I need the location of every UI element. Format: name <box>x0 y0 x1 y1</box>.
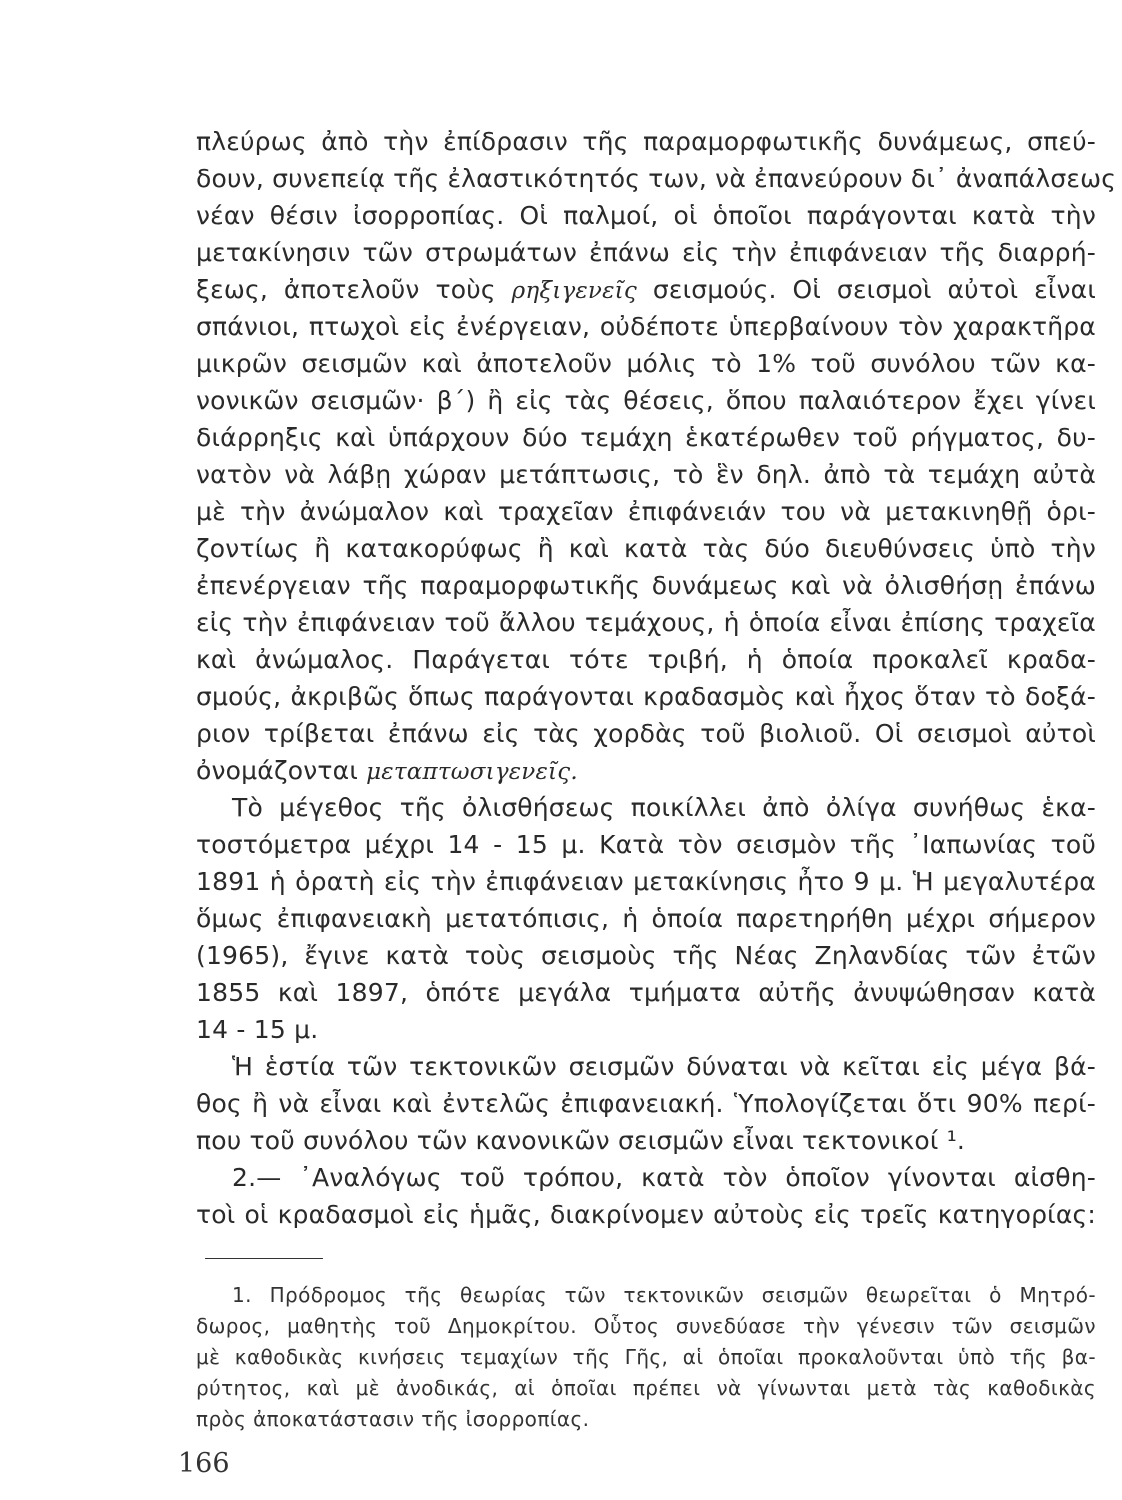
page-number: 166 <box>178 1448 230 1479</box>
text-line: τοὶ οἱ κραδασμοὶ εἰς ἡμᾶς, διακρίνομεν αὐτοὺς εἰς τρεῖς κατηγορίας: <box>196 1200 1096 1229</box>
text-line: 14 - 15 μ. <box>196 1015 319 1044</box>
text-line: σμούς, ἀκριβῶς ὅπως παράγονται κραδασμὸς καὶ ἦχος ὅταν τὸ δοξά- <box>196 682 1096 711</box>
emphasized-term: μεταπτωσιγενεῖς. <box>366 759 578 785</box>
text-line: ριον τρίβεται ἐπάνω εἰς τὰς χορδὰς τοῦ βιολιοῦ. Οἱ σεισμοὶ αὐτοὶ <box>196 719 1096 748</box>
text-line <box>196 753 1096 790</box>
text-line: τοστόμετρα μέχρι 14 - 15 μ. Κατὰ τὸν σεισμὸν τῆς ᾿Ιαπωνίας τοῦ <box>196 830 1096 859</box>
text-span: σεισμούς. Οἱ σεισμοὶ αὐτοὶ εἶναι <box>652 275 1096 304</box>
footnote-line: δωρος, μαθητὴς τοῦ Δημοκρίτου. Οὗτος συνεδύασε τὴν γένεσιν τῶν σεισμῶν <box>196 1314 1096 1338</box>
text-line: ἐπενέργειαν τῆς παραμορφωτικῆς δυνάμεως καὶ νὰ ὀλισθήσῃ ἐπάνω <box>196 571 1096 600</box>
text-line: μικρῶν σεισμῶν καὶ ἀποτελοῦν μόλις τὸ 1% τοῦ συνόλου τῶν κα- <box>196 349 1096 378</box>
paragraph-first-line: Ἡ ἑστία τῶν τεκτονικῶν σεισμῶν δύναται νὰ κεῖται εἰς μέγα βά- <box>232 1052 1096 1081</box>
text-line: διάρρηξις καὶ ὑπάρχουν δύο τεμάχη ἑκατέρωθεν τοῦ ρήγματος, δυ- <box>196 423 1096 452</box>
text-line: σπάνιοι, πτωχοὶ εἰς ἐνέργειαν, οὐδέποτε ὑπερβαίνουν τὸν χαρακτῆρα <box>196 312 1096 341</box>
footnote-line: 1. Πρόδρομος τῆς θεωρίας τῶν τεκτονικῶν σεισμῶν θεωρεῖται ὁ Μητρό- <box>232 1283 1096 1307</box>
text-line: νέαν θέσιν ἰσορροπίας. Οἱ παλμοί, οἱ ὁποῖοι παράγονται κατὰ τὴν <box>196 201 1096 230</box>
text-line: (1965), ἔγινε κατὰ τοὺς σεισμοὺς τῆς Νέας Ζηλανδίας τῶν ἐτῶν <box>196 941 1096 970</box>
text-line: 1855 καὶ 1897, ὁπότε μεγάλα τμήματα αὐτῆς ἀνυψώθησαν κατὰ <box>196 978 1096 1007</box>
text-line: μετακίνησιν τῶν στρωμάτων ἐπάνω εἰς τὴν ἐπιφάνειαν τῆς διαρρή- <box>196 238 1096 267</box>
footnote-line: μὲ καθοδικὰς κινήσεις τεμαχίων τῆς Γῆς, αἱ ὁποῖαι προκαλοῦνται ὑπὸ τῆς βα- <box>196 1345 1096 1369</box>
emphasized-term: ρηξιγενεῖς <box>511 278 637 304</box>
text-span: ὀνομάζονται <box>196 756 358 785</box>
text-line: εἰς τὴν ἐπιφάνειαν τοῦ ἄλλου τεμάχους, ἡ ὁποία εἶναι ἐπίσης τραχεῖα <box>196 608 1096 637</box>
text-line: νατὸν νὰ λάβῃ χώραν μετάπτωσις, τὸ ἓν δηλ. ἀπὸ τὰ τεμάχη αὐτὰ <box>196 460 1096 489</box>
footnote-divider <box>205 1258 323 1259</box>
paragraph-first-line: 2.— ᾿Αναλόγως τοῦ τρόπου, κατὰ τὸν ὁποῖον γίνονται αἰσθη- <box>232 1163 1096 1192</box>
text-line: ὅμως ἐπιφανειακὴ μετατόπισις, ἡ ὁποία παρετηρήθη μέχρι σήμερον <box>196 904 1096 933</box>
text-line: 1891 ἡ ὁρατὴ εἰς τὴν ἐπιφάνειαν μετακίνησις ἦτο 9 μ. Ἡ μεγαλυτέρα <box>196 867 1096 896</box>
text-line: καὶ ἀνώμαλος. Παράγεται τότε τριβή, ἡ ὁποία προκαλεῖ κραδα- <box>196 645 1096 674</box>
text-line: πλεύρως ἀπὸ τὴν ἐπίδρασιν τῆς παραμορφωτικῆς δυνάμεως, σπεύ- <box>196 127 1096 156</box>
text-line: μὲ τὴν ἀνώμαλον καὶ τραχεῖαν ἐπιφάνειάν του νὰ μετακινηθῇ ὁρι- <box>196 497 1096 526</box>
text-line: που τοῦ συνόλου τῶν κανονικῶν σεισμῶν εἶναι τεκτονικοί ¹. <box>196 1126 966 1155</box>
text-line: θος ἢ νὰ εἶναι καὶ ἐντελῶς ἐπιφανειακή. Ὑπολογίζεται ὅτι 90% περί- <box>196 1089 1096 1118</box>
paragraph-first-line: Τὸ μέγεθος τῆς ὀλισθήσεως ποικίλλει ἀπὸ ὀλίγα συνήθως ἑκα- <box>232 793 1096 822</box>
footnote-line: πρὸς ἀποκατάστασιν τῆς ἰσορροπίας. <box>196 1407 590 1431</box>
text-span: ξεως, ἀποτελοῦν τοὺς <box>196 275 496 304</box>
footnote-line: ρύτητος, καὶ μὲ ἀνοδικάς, αἱ ὁποῖαι πρέπει νὰ γίνωνται μετὰ τὰς καθοδικὰς <box>196 1376 1096 1400</box>
text-line: ζοντίως ἢ κατακορύφως ἢ καὶ κατὰ τὰς δύο διευθύνσεις ὑπὸ τὴν <box>196 534 1096 563</box>
text-line: δουν, συνεπείᾳ τῆς ἐλαστικότητός των, νὰ ἐπανεύρουν δι᾿ ἀναπάλσεως <box>196 164 1117 193</box>
text-line <box>196 272 1096 309</box>
text-line: νονικῶν σεισμῶν· β΄) ἢ εἰς τὰς θέσεις, ὅπου παλαιότερον ἔχει γίνει <box>196 386 1096 415</box>
